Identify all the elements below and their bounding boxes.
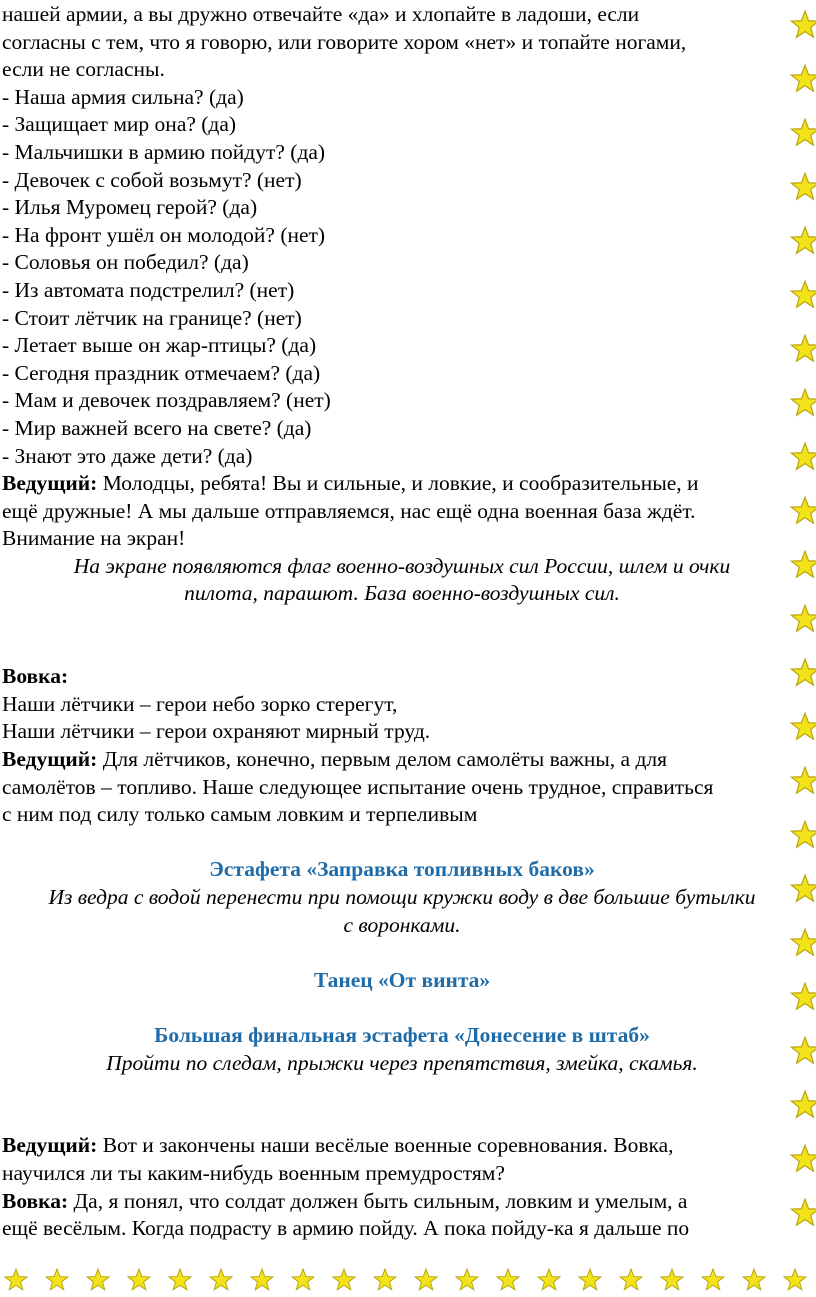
intro-line: согласны с тем, что я говорю, или говорите хором «нет» и топайте ногами,: [2, 29, 687, 54]
quiz-line: - Знают это даже дети? (да): [2, 443, 253, 468]
star-icon: [783, 1268, 807, 1297]
blank-line: [2, 608, 802, 636]
host-paragraph-line: [2, 746, 802, 774]
star-icon: [790, 280, 816, 315]
speaker-label: Ведущий:: [2, 471, 98, 496]
host-text: Для лётчиков, конечно, первым делом самолёты важны, а для: [97, 747, 668, 772]
star-icon: [790, 10, 816, 45]
relay-description-line: Из ведра с водой перенести при помощи кружки воду в две большие бутылки: [48, 885, 756, 909]
relay-description-line: Пройти по следам, прыжки через препятствия, змейка, скамья.: [106, 1050, 698, 1075]
quiz-line: - Стоит лётчик на границе? (нет): [2, 305, 302, 330]
vovka-paragraph-line: [2, 1188, 802, 1216]
star-icon: [455, 1268, 479, 1297]
quiz-line: - Из автомата подстрелил? (нет): [2, 277, 295, 302]
host-paragraph-line: ещё дружные! А мы дальше отправляемся, нас ещё одна военная база ждёт.: [2, 498, 696, 523]
star-icon: [168, 1268, 192, 1297]
quiz-line: - Илья Муромец герой? (да): [2, 195, 258, 220]
vovka-text: Да, я понял, что солдат должен быть сильным, ловким и умелым, а: [68, 1188, 688, 1213]
blank-line: [2, 1077, 802, 1105]
blank-line: [2, 829, 802, 857]
star-icon: [4, 1268, 28, 1297]
host-paragraph-line: Внимание на экран!: [2, 526, 186, 551]
quiz-line: - Наша армия сильна? (да): [2, 84, 244, 109]
quiz-line: - Защищает мир она? (да): [2, 112, 237, 137]
intro-line: если не согласны.: [2, 57, 165, 82]
blank-line: [2, 1105, 802, 1133]
quiz-line: - Мир важней всего на свете? (да): [2, 415, 312, 440]
star-icon: [414, 1268, 438, 1297]
star-icon: [790, 658, 816, 693]
quiz-line: - На фронт ушёл он молодой? (нет): [2, 222, 326, 247]
quiz-line: - Девочек с собой возьмут? (нет): [2, 167, 302, 192]
host-text: Вот и закончены наши весёлые военные соревнования. Вовка,: [97, 1133, 674, 1158]
star-icon: [790, 874, 816, 909]
quiz-line: - Летает выше он жар-птицы? (да): [2, 333, 317, 358]
host-paragraph-line: научился ли ты каким-нибудь военным премудростям?: [2, 1160, 505, 1185]
quiz-line: - Соловья он победил? (да): [2, 250, 249, 275]
star-icon: [537, 1268, 561, 1297]
star-icon: [701, 1268, 725, 1297]
stage-direction-line: На экране появляются флаг военно-воздушных сил России, шлем и очки: [73, 553, 731, 578]
star-icon: [790, 1144, 816, 1179]
star-icon: [790, 820, 816, 855]
star-icon: [496, 1268, 520, 1297]
star-icon: [45, 1268, 69, 1297]
final-relay-heading: Большая финальная эстафета «Донесение в штаб»: [154, 1022, 650, 1047]
star-icon: [790, 334, 816, 369]
star-icon: [373, 1268, 397, 1297]
star-icon: [790, 1198, 816, 1233]
star-icon: [619, 1268, 643, 1297]
star-icon: [790, 1036, 816, 1071]
star-icon: [790, 604, 816, 639]
quiz-line: - Мальчишки в армию пойдут? (да): [2, 139, 326, 164]
star-border-bottom: [0, 1268, 816, 1292]
star-icon: [790, 388, 816, 423]
star-icon: [790, 712, 816, 747]
star-icon: [790, 550, 816, 585]
blank-line: [2, 939, 802, 967]
quiz-line: - Мам и девочек поздравляем? (нет): [2, 388, 331, 413]
star-icon: [86, 1268, 110, 1297]
star-icon: [742, 1268, 766, 1297]
poem-line: Наши лётчики – герои охраняют мирный труд.: [2, 719, 431, 744]
host-text: Молодцы, ребята! Вы и сильные, и ловкие, и сообразительные, и: [97, 471, 699, 496]
poem-line: Наши лётчики – герои небо зорко стерегут,: [2, 691, 398, 716]
blank-line: [2, 994, 802, 1022]
speaker-label: Вовка:: [2, 1188, 69, 1213]
relay-description-line: с воронками.: [343, 912, 461, 937]
star-icon: [790, 928, 816, 963]
quiz-line: - Сегодня праздник отмечаем? (да): [2, 360, 321, 385]
star-icon: [790, 172, 816, 207]
intro-line: нашей армии, а вы дружно отвечайте «да» и хлопайте в ладоши, если: [2, 2, 640, 26]
speaker-label: Ведущий:: [2, 747, 98, 772]
blank-line: [2, 636, 802, 664]
star-icon: [250, 1268, 274, 1297]
host-paragraph-line: с ним под силу только самым ловким и терпеливым: [2, 802, 478, 827]
star-icon: [790, 496, 816, 531]
relay-heading: Эстафета «Заправка топливных баков»: [209, 857, 595, 882]
star-icon: [790, 442, 816, 477]
host-paragraph-line: самолётов – топливо. Наше следующее испытание очень трудное, справиться: [2, 774, 714, 799]
speaker-label: Ведущий:: [2, 1133, 98, 1158]
star-icon: [332, 1268, 356, 1297]
dance-heading: Танец «От винта»: [313, 967, 491, 992]
star-icon: [127, 1268, 151, 1297]
host-paragraph-line: [2, 1132, 802, 1160]
vovka-paragraph-line: ещё весёлым. Когда подрасту в армию пойду. А пока пойду-ка я дальше по: [2, 1216, 690, 1241]
stage-direction-line: пилота, парашют. База военно-воздушных сил.: [184, 581, 620, 606]
star-icon: [291, 1268, 315, 1297]
star-icon: [209, 1268, 233, 1297]
star-icon: [660, 1268, 684, 1297]
star-icon: [790, 226, 816, 261]
star-icon: [790, 64, 816, 99]
star-icon: [790, 1090, 816, 1125]
host-paragraph-line: [2, 470, 802, 498]
star-icon: [790, 766, 816, 801]
star-border-right: [788, 0, 816, 1292]
star-icon: [578, 1268, 602, 1297]
document-body: [2, 1, 802, 1243]
speaker-label: Вовка:: [2, 664, 69, 689]
star-icon: [790, 982, 816, 1017]
star-icon: [790, 118, 816, 153]
